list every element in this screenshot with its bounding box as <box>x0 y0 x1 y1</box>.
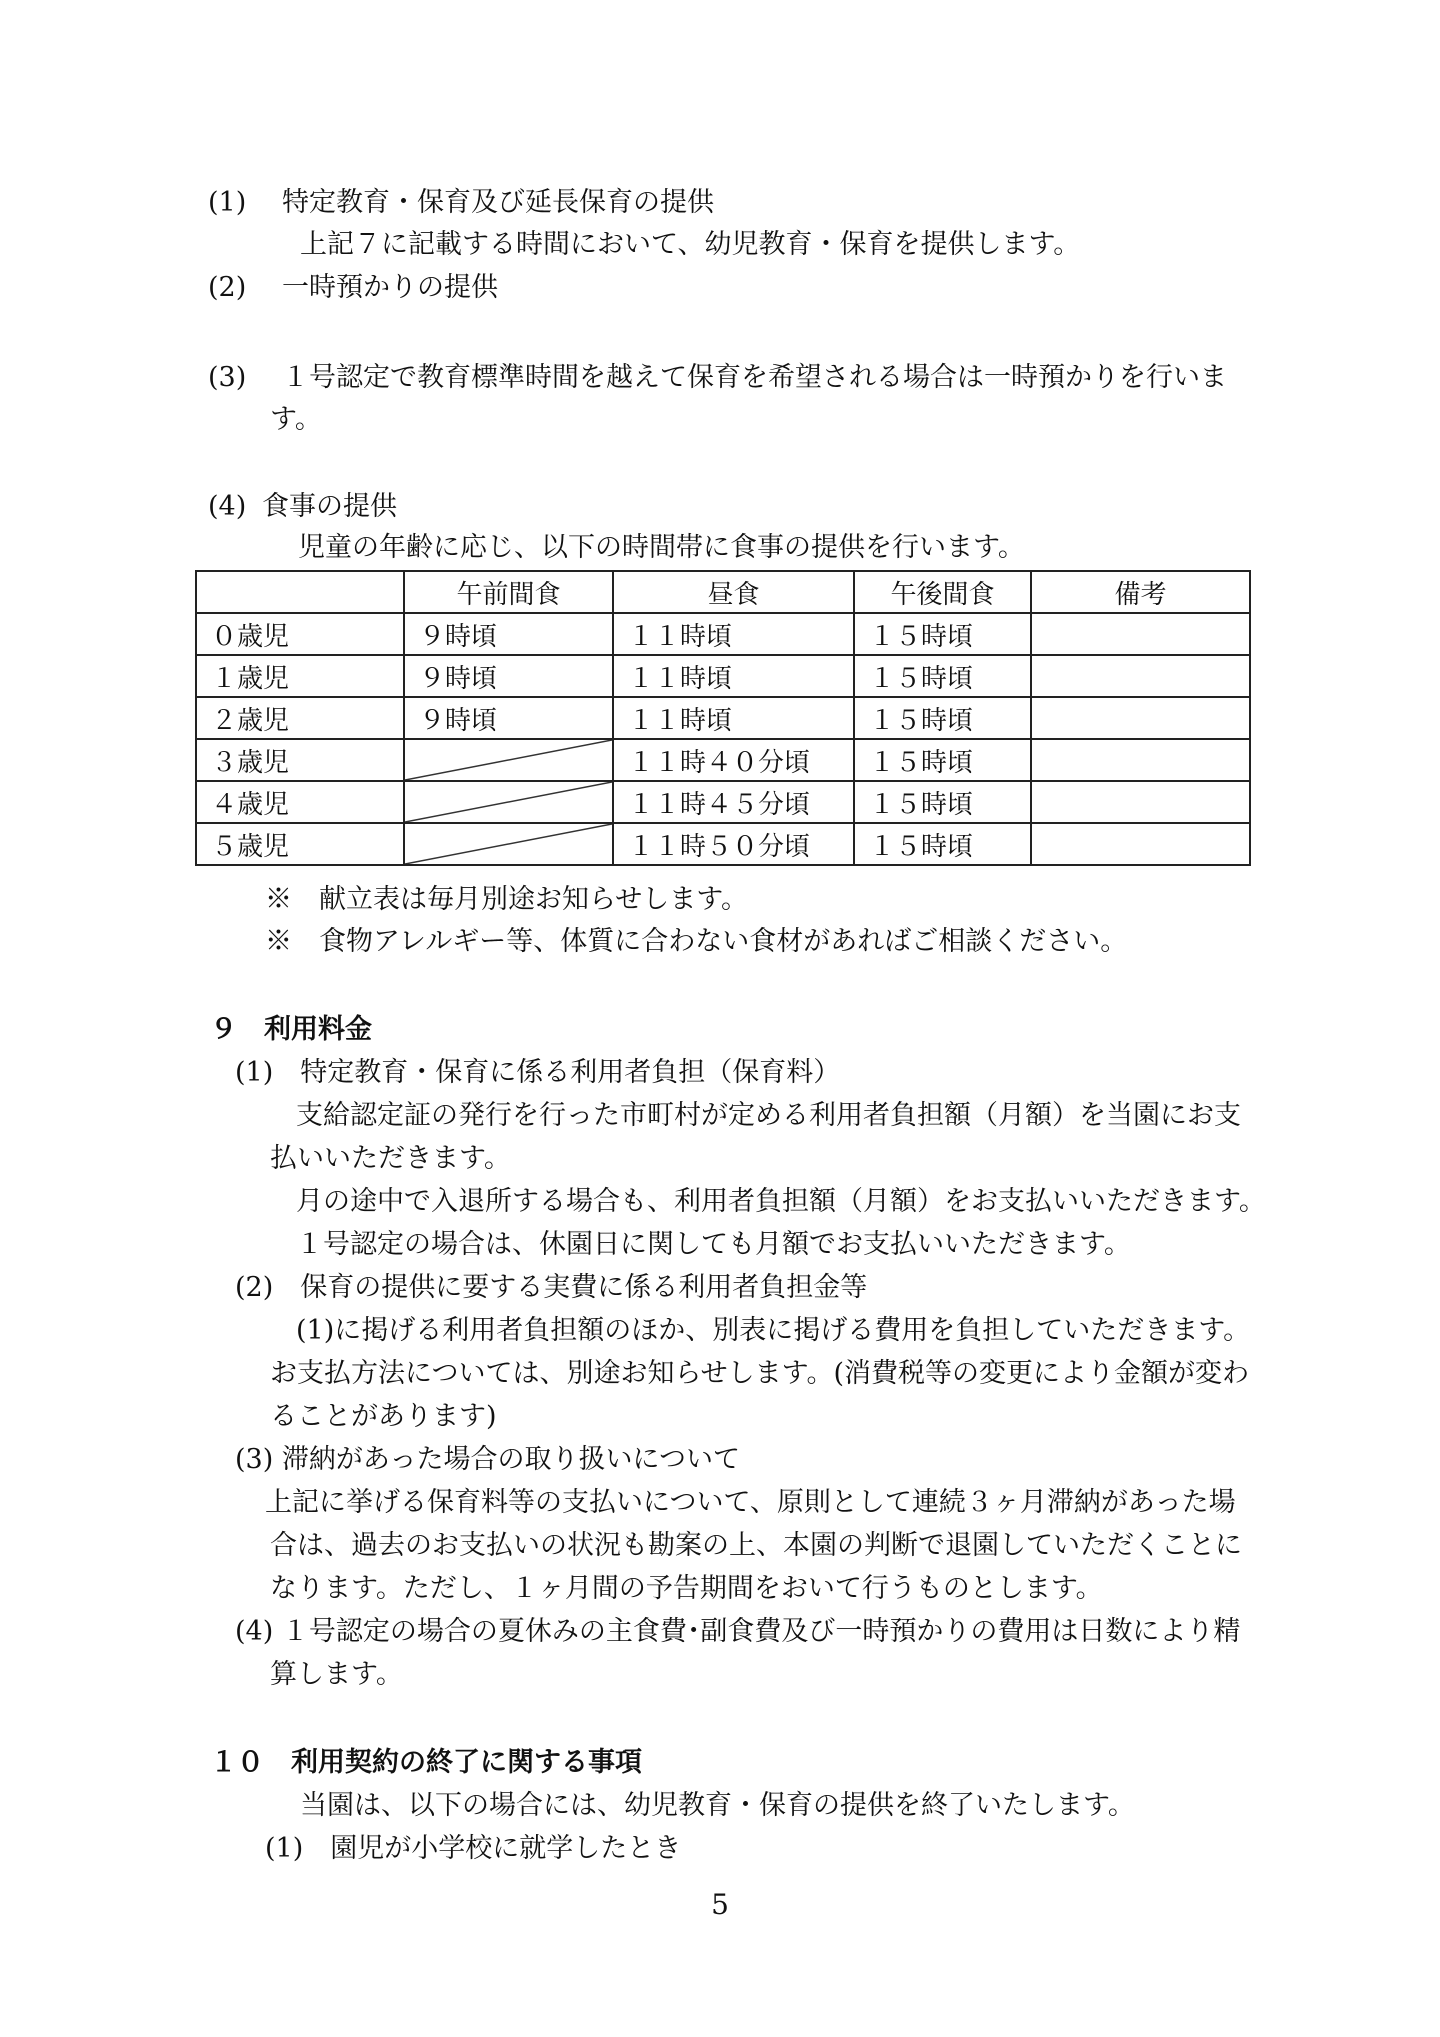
lunch-cell: １１時頃 <box>613 697 854 739</box>
morning-snack-cell: ９時頃 <box>404 697 613 739</box>
lunch-cell: １１時４０分頃 <box>613 739 854 781</box>
fee-item-2-line-1: (1)に掲げる利用者負担額のほか、別表に掲げる費用を負担していただきます。 <box>296 1315 1251 1346</box>
fee-item-1-title: (1) 特定教育・保育に係る利用者負担（保育料） <box>235 1057 841 1088</box>
fee-item-3-line-3: なります。ただし、１ヶ月間の予告期間をおいて行うものとします。 <box>270 1573 1103 1604</box>
fee-item-1-line-4: １号認定の場合は、休園日に関しても月額でお支払いいただきます。 <box>296 1229 1131 1260</box>
item-1-title: 特定教育・保育及び延長保育の提供 <box>282 187 714 218</box>
fee-item-3-title: (3) 滞納があった場合の取り扱いについて <box>235 1444 741 1475</box>
afternoon-snack-cell: １５時頃 <box>854 823 1031 865</box>
table-row <box>196 781 1250 823</box>
header-cell-morning-snack: 午前間食 <box>404 571 613 613</box>
section-10-heading: １０ 利用契約の終了に関する事項 <box>210 1747 642 1778</box>
header-cell-afternoon-snack: 午後間食 <box>854 571 1031 613</box>
age-cell: ２歳児 <box>196 697 404 739</box>
item-3-number: (3) <box>208 362 247 393</box>
item-3-line-1: １号認定で教育標準時間を越えて保育を希望される場合は一時預かりを行いま <box>282 362 1227 393</box>
table-row <box>196 823 1250 865</box>
table-row <box>196 697 1250 739</box>
remarks-cell <box>1031 613 1250 655</box>
termination-item-1: (1) 園児が小学校に就学したとき <box>265 1833 682 1864</box>
age-cell: ５歳児 <box>196 823 404 865</box>
remarks-cell <box>1031 739 1250 781</box>
diagonal-empty-cell <box>404 739 613 781</box>
age-cell: ３歳児 <box>196 739 404 781</box>
morning-snack-cell: ９時頃 <box>404 655 613 697</box>
fee-item-2-line-3: ることがあります) <box>270 1401 497 1432</box>
lunch-cell: １１時頃 <box>613 655 854 697</box>
termination-intro: 当園は、以下の場合には、幼児教育・保育の提供を終了いたします。 <box>300 1790 1135 1821</box>
lunch-cell: １１時頃 <box>613 613 854 655</box>
afternoon-snack-cell: １５時頃 <box>854 655 1031 697</box>
item-1-number: (1) <box>208 187 247 218</box>
fee-item-4-line-1: (4) １号認定の場合の夏休みの主食費･副食費及び一時預かりの費用は日数により精 <box>235 1616 1241 1647</box>
item-4-number: (4) <box>208 491 247 522</box>
meal-schedule-table <box>195 570 1251 866</box>
age-cell: ０歳児 <box>196 613 404 655</box>
remarks-cell <box>1031 697 1250 739</box>
fee-item-1-line-1: 支給認定証の発行を行った市町村が定める利用者負担額（月額）を当園にお支 <box>296 1100 1241 1131</box>
remarks-cell <box>1031 781 1250 823</box>
fee-item-2-line-2: お支払方法については、別途お知らせします。(消費税等の変更により金額が変わ <box>270 1358 1250 1389</box>
fee-item-3-line-1: 上記に挙げる保育料等の支払いについて、原則として連続３ヶ月滞納があった場 <box>265 1487 1236 1518</box>
fee-item-1-line-2: 払いいただきます。 <box>270 1143 511 1174</box>
fee-item-2-title: (2) 保育の提供に要する実費に係る利用者負担金等 <box>235 1272 868 1303</box>
afternoon-snack-cell: １５時頃 <box>854 781 1031 823</box>
table-row <box>196 655 1250 697</box>
age-cell: ４歳児 <box>196 781 404 823</box>
table-row <box>196 739 1250 781</box>
note-allergy: ※ 食物アレルギー等、体質に合わない食材があればご相談ください。 <box>265 926 1128 957</box>
fee-item-1-line-3: 月の途中で入退所する場合も、利用者負担額（月額）をお支払いいただきます。 <box>296 1186 1266 1217</box>
table-row <box>196 613 1250 655</box>
morning-snack-cell: ９時頃 <box>404 613 613 655</box>
afternoon-snack-cell: １５時頃 <box>854 613 1031 655</box>
header-cell-blank <box>196 571 404 613</box>
diagonal-empty-cell <box>404 823 613 865</box>
header-cell-remarks: 備考 <box>1031 571 1250 613</box>
item-2-title: 一時預かりの提供 <box>282 272 498 303</box>
age-cell: １歳児 <box>196 655 404 697</box>
fee-item-3-line-2: 合は、過去のお支払いの状況も勘案の上、本園の判断で退園していただくことに <box>270 1530 1242 1561</box>
page-number: 5 <box>711 1888 729 1921</box>
remarks-cell <box>1031 823 1250 865</box>
remarks-cell <box>1031 655 1250 697</box>
item-4-title: 食事の提供 <box>262 491 397 522</box>
item-2-number: (2) <box>208 272 247 303</box>
lunch-cell: １１時４５分頃 <box>613 781 854 823</box>
diagonal-empty-cell <box>404 781 613 823</box>
item-3-line-2: す。 <box>270 404 322 435</box>
afternoon-snack-cell: １５時頃 <box>854 739 1031 781</box>
afternoon-snack-cell: １５時頃 <box>854 697 1031 739</box>
meal-intro: 児童の年齢に応じ、以下の時間帯に食事の提供を行います。 <box>298 532 1025 563</box>
header-cell-lunch: 昼食 <box>613 571 854 613</box>
item-1-body: 上記７に記載する時間において、幼児教育・保育を提供します。 <box>300 229 1081 260</box>
table-header-row <box>196 571 1250 613</box>
note-menu: ※ 献立表は毎月別途お知らせします。 <box>265 884 749 915</box>
fee-item-4-line-2: 算します。 <box>270 1659 403 1690</box>
section-9-heading: ９ 利用料金 <box>210 1014 372 1045</box>
lunch-cell: １１時５０分頃 <box>613 823 854 865</box>
